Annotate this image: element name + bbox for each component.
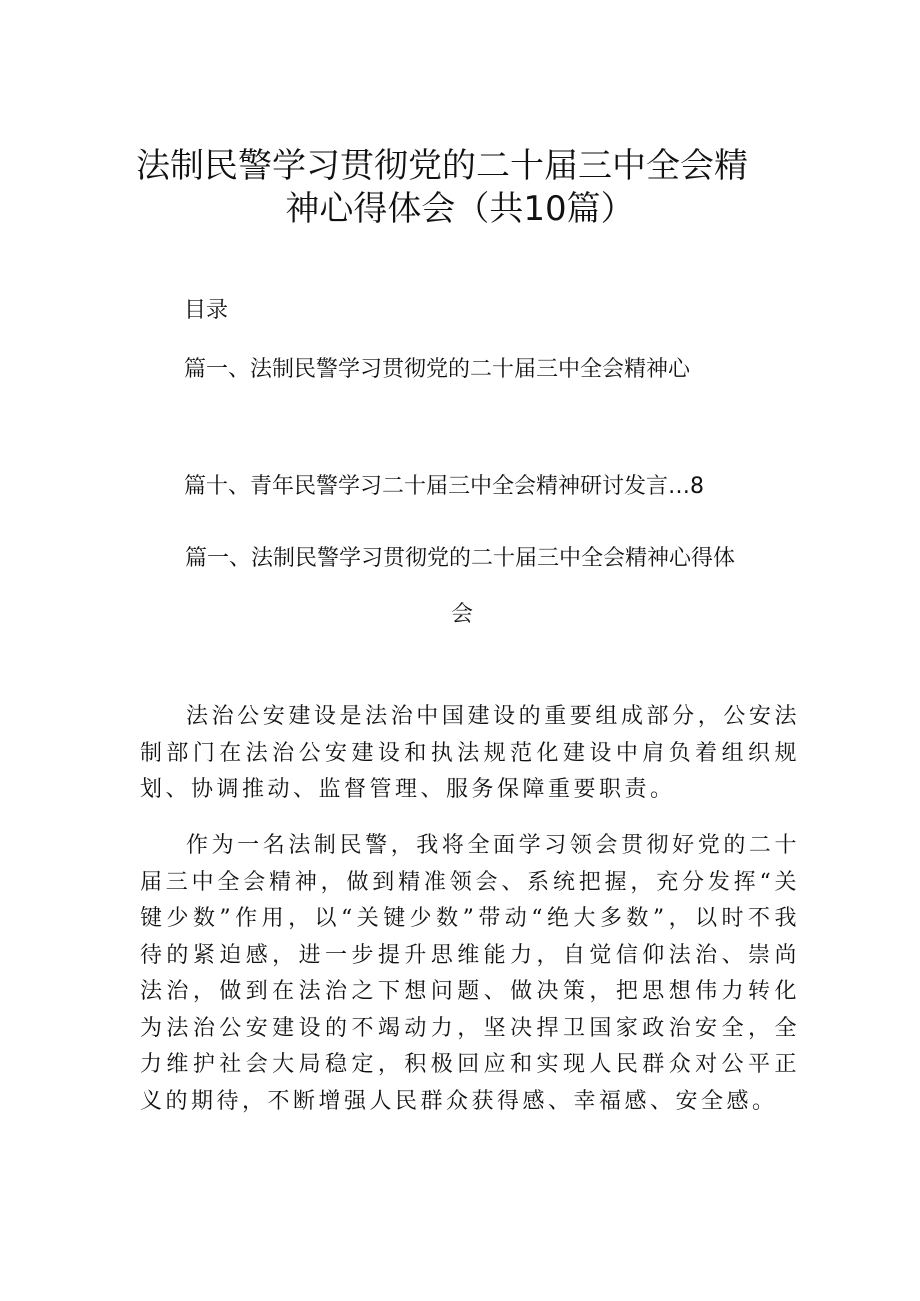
document-title-line-1: 法制民警学习贯彻党的二十届三中全会精 <box>136 146 748 186</box>
section-heading-line-2: 会 <box>450 602 473 627</box>
body-paragraph: 法治公安建设是法治中国建设的重要组成部分，公安法制部门在法治公安建设和执法规范化建设中肩负着组织规划、协调推动、监督管理、服务保障重要职责。 <box>140 704 800 802</box>
body-paragraph: 作为一名法制民警，我将全面学习领会贯彻好党的二十届三中全会精神，做到精准领会、系统把握，充分发挥“关键少数”作用，以“关键少数”带动“绝大多数”，以时不我待的紧迫感，进一步提升思维能力，自觉信仰法治、崇尚法治，做到在法治之下想问题、做决策，把思想伟力转化为法治公安建设的不竭动力，坚决捍卫国家政治安全，全力维护社会大局稳定，积极回应和实现人民群众对公平正义的期待，不断增强人民群众获得感、幸福感、安全感。 <box>140 833 800 1114</box>
toc-item: 篇十、青年民警学习二十届三中全会精神研讨发言…8 <box>184 474 704 499</box>
toc-label: 目录 <box>184 298 229 323</box>
section-heading-line-1: 篇一、法制民警学习贯彻党的二十届三中全会精神心得体 <box>184 546 735 571</box>
document-title-line-2: 神心得体会（共10篇） <box>285 189 635 229</box>
toc-item: 篇一、法制民警学习贯彻党的二十届三中全会精神心 <box>184 357 691 382</box>
